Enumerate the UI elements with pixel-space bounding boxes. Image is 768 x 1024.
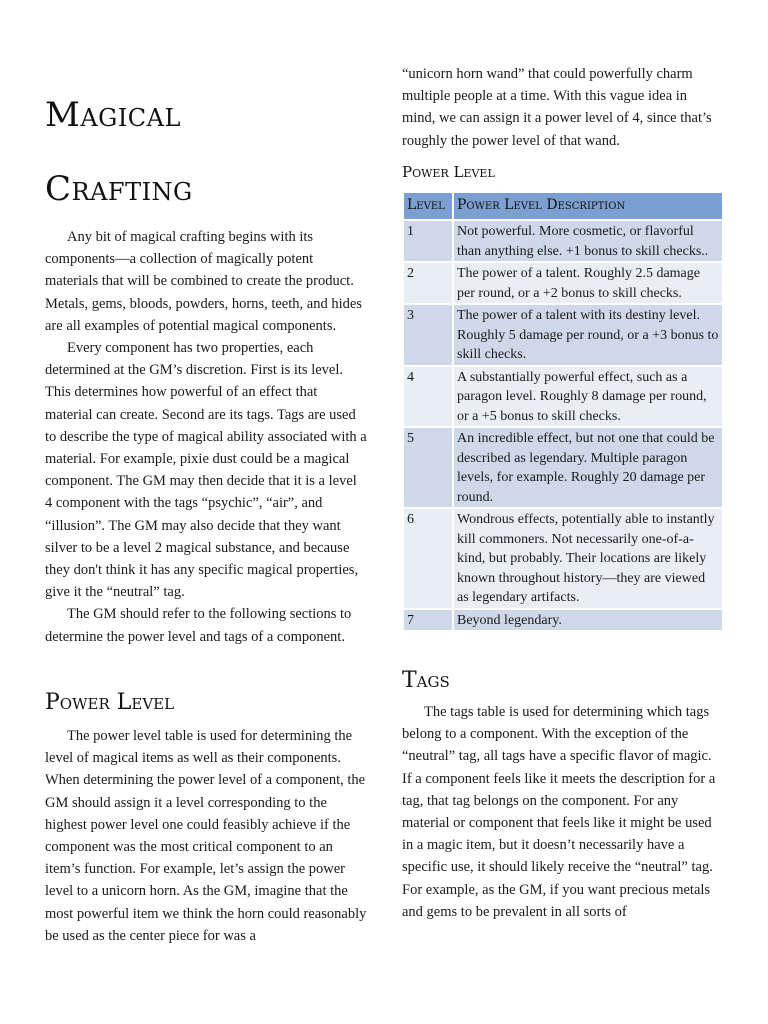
power-level-table bbox=[402, 191, 724, 632]
row-level: 5 bbox=[403, 427, 453, 508]
row-description: Not powerful. More cosmetic, or flavorful than anything else. +1 bonus to skill checks.. bbox=[453, 220, 723, 262]
table-header-row bbox=[403, 192, 723, 220]
title-line-1: Magical bbox=[45, 95, 181, 135]
row-level: 3 bbox=[403, 304, 453, 366]
row-description: A substantially powerful effect, such as a paragon level. Roughly 8 damage per round, or a +5 bonus to skill checks. bbox=[453, 366, 723, 428]
row-level: 1 bbox=[403, 220, 453, 262]
intro-paragraph: Any bit of magical crafting begins with its components—a collection of magically potent materials that will be combined to create the product. Metals, gems, bloods, powders, horns, teeth, and hides are all examples of potential magical components. bbox=[45, 229, 362, 334]
header-description: Power Level Description bbox=[453, 192, 723, 220]
continued-section bbox=[402, 63, 724, 152]
page-title bbox=[45, 78, 193, 226]
row-level: 2 bbox=[403, 262, 453, 304]
power-level-heading: Power Level bbox=[45, 690, 175, 715]
table-row bbox=[403, 262, 723, 304]
table-caption: Power Level bbox=[402, 163, 495, 181]
continued-paragraph: “unicorn horn wand” that could powerfully charm multiple people at a time. With this vague idea in mind, we can assign it a power level of 4, since that’s roughly the power level of that wand. bbox=[402, 66, 712, 149]
row-level: 4 bbox=[403, 366, 453, 428]
table-row bbox=[403, 304, 723, 366]
header-level: Level bbox=[403, 192, 453, 220]
table-row bbox=[403, 609, 723, 632]
table-row bbox=[403, 220, 723, 262]
row-description: Wondrous effects, potentially able to instantly kill commoners. Not necessarily one-of-a-kind, but probably. Their locations are likely known throughout history—they are viewed as legendary artifacts. bbox=[453, 508, 723, 609]
intro-section bbox=[45, 226, 367, 648]
row-description: Beyond legendary. bbox=[453, 609, 723, 632]
table-row bbox=[403, 366, 723, 428]
power-level-paragraph: The power level table is used for determining the level of magical items as well as their components. When determining the power level of a component, the GM should assign it a level corresponding to the highest power level one could feasibly achieve if the component was the most critical component to an item’s function. For example, let’s assign the power level to a unicorn horn. As the GM, imagine that the most powerful item we think the horn could reasonably be used as the center piece for was a bbox=[45, 728, 367, 944]
row-description: An incredible effect, but not one that could be described as legendary. Multiple paragon levels, for example. Roughly 20 damage per round. bbox=[453, 427, 723, 508]
title-line-2: Crafting bbox=[45, 169, 193, 209]
tags-heading: Tags bbox=[402, 668, 450, 693]
row-description: The power of a talent. Roughly 2.5 damage per round, or a +2 bonus to skill checks. bbox=[453, 262, 723, 304]
table-row bbox=[403, 508, 723, 609]
refer-paragraph: The GM should refer to the following sections to determine the power level and tags of a component. bbox=[45, 606, 352, 645]
row-description: The power of a talent with its destiny level. Roughly 5 damage per round, or a +3 bonus to skill checks. bbox=[453, 304, 723, 366]
row-level: 7 bbox=[403, 609, 453, 632]
properties-paragraph: Every component has two properties, each determined at the GM’s discretion. First is its level. This determines how powerful of an effect that material can create. Second are its tags. Tags are used to describe the type of magical ability associated with a material. For example, pixie dust could be a magical component. The GM may then decide that it is a level 4 component with the tags “psychic”, “air”, and “illusion”. The GM may also decide that they want silver to be a level 2 magical substance, and because they don't think it has any specific magical properties, give it the “neutral” tag. bbox=[45, 340, 367, 601]
row-level: 6 bbox=[403, 508, 453, 609]
tags-paragraph: The tags table is used for determining which tags belong to a component. With the exception of the “neutral” tag, all tags have a specific flavor of magic. If a component feels like it meets the description for a tag, that tag belongs on the component. For any material or component that feels like it might be used in a magic item, but it doesn’t necessarily have a specific use, it should likely receive the “neutral” tag. For example, as the GM, if you want precious metals and gems to be prevalent in all sorts of bbox=[402, 704, 716, 920]
tags-section bbox=[402, 701, 724, 923]
table-row bbox=[403, 427, 723, 508]
power-level-section bbox=[45, 725, 367, 947]
